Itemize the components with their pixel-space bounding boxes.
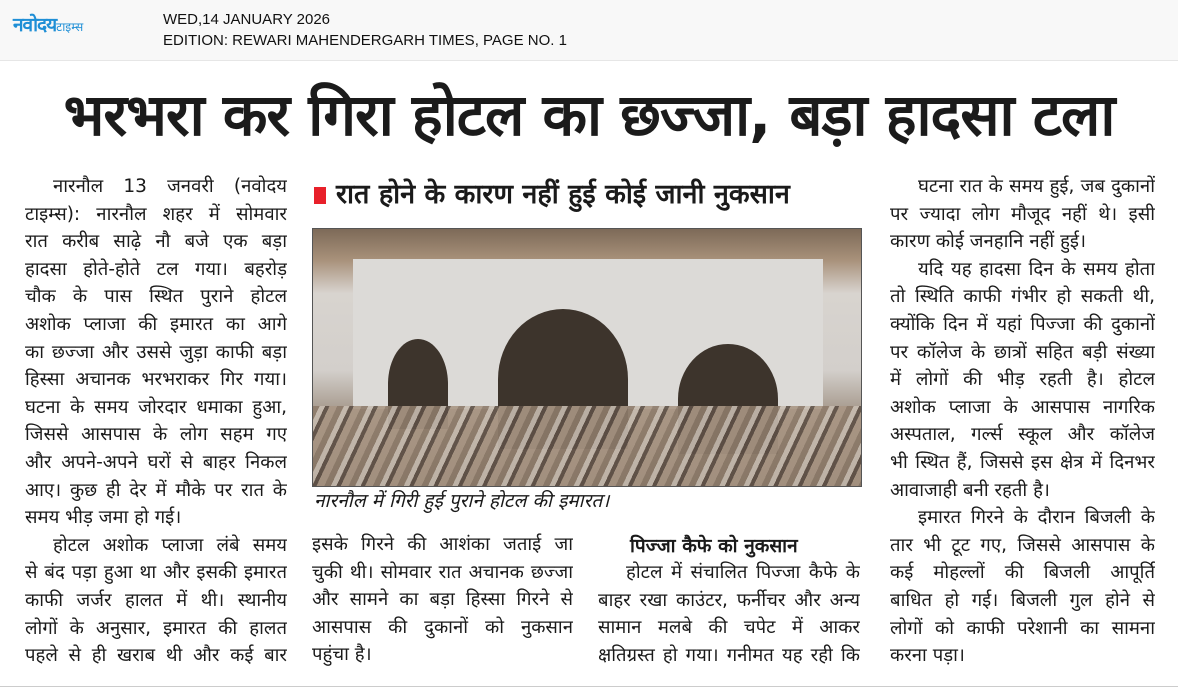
paragraph-line: में लोगों की भीड़ रहती है। होटल [890,369,1155,391]
paragraph-line: बाधित हो गई। बिजली गुल होने से [890,589,1155,611]
headline: भरभरा कर गिरा होटल का छज्जा, बड़ा हादसा टला [63,81,1115,149]
paragraph-line: कारण कोई जनहानि नहीं हुई। [890,231,1087,253]
subheadline [314,175,790,215]
paragraph-line: का छज्जा और उससे जुड़ा काफी बड़ा [25,341,287,363]
bottom-divider [0,686,1178,687]
edition-header [0,0,1178,61]
paragraph-line: नारनौल 13 जनवरी (नवोदय [53,176,287,197]
paragraph-line: घटना रात के समय हुई, जब दुकानों [918,176,1155,197]
paragraph-line: आसपास की दुकानों को नुकसान [312,616,573,638]
paragraph-line: टाइम्स): नारनौल शहर में सोमवार [25,203,287,225]
paragraph-line: लोगों को काफी परेशानी का सामना [890,617,1155,639]
paragraph-line: हादसा होते-होते टल गया। बहरोड़ [25,258,287,280]
paragraph-line: पहुंचा है। [312,644,372,666]
article-photo [312,228,862,487]
paragraph-line: इमारत गिरने के दौरान बिजली के [918,507,1155,529]
paragraph-line: चौक के पास स्थित पुराने होटल [25,286,287,308]
paragraph-line: सामान मलबे की चपेट में आकर [598,617,860,639]
edition-date: WED,14 JANUARY 2026 [163,11,331,28]
paragraph-line: हिस्सा अचानक भरभराकर गिर गया। [25,369,287,391]
edition-info: EDITION: REWARI MAHENDERGARH TIMES, PAGE NO. 1 [163,32,567,49]
paragraph-line: आए। कुछ ही देर में मौके पर रात के [25,479,287,501]
article-column-4 [890,173,1155,670]
paragraph-line: होटल अशोक प्लाजा लंबे समय [53,534,287,556]
paragraph-line: कई मोहल्लों की बिजली आपूर्ति [890,562,1155,584]
paragraph-line: से बंद पड़ा हुआ था और इसकी इमारत [25,562,287,584]
article-column-1 [25,173,287,670]
subheadline-text: रात होने के कारण नहीं हुई कोई जानी नुकसान [336,179,790,210]
article-column-2 [312,531,573,669]
paragraph-line: क्षतिग्रस्त हो गया। गनीमत यह रही कि [598,644,860,666]
paragraph-line: चुकी थी। सोमवार रात अचानक छज्जा [312,561,573,583]
section-heading-pizza: पिज्जा कैफे को नुकसान [630,535,798,557]
bullet-icon [314,187,326,204]
edition-meta [163,9,567,51]
paragraph-line: जिससे आसपास के लोग सहम गए [25,424,287,446]
paragraph-line: और अपने-अपने घरों से बाहर निकल [25,451,287,473]
paragraph-line: समय भीड़ जमा हो गई। [25,507,182,529]
paragraph-line: पर ज्यादा लोग मौजूद नहीं थे। इसी [890,203,1155,225]
paragraph-line: रात करीब साढ़े नौ बजे एक बड़ा [25,231,287,253]
paragraph-line: यदि यह हादसा दिन के समय होता [918,258,1155,280]
paragraph-line: काफी जर्जर हालत में थी। स्थानीय [25,589,287,611]
paragraph-line: भी स्थित हैं, जिससे इस क्षेत्र में दिनभर [890,451,1155,473]
paragraph-line: होटल में संचालित पिज्जा कैफे के [626,562,860,583]
paragraph-line: क्योंकि दिन में यहां पिज्जा की दुकानों [890,313,1155,335]
paragraph-line: घटना के समय जोरदार धमाका हुआ, [25,396,287,418]
paragraph-line: अशोक प्लाजा के आसपास नागरिक [890,396,1155,418]
paragraph-line: और सामने का बड़ा हिस्सा गिरने से [312,589,573,611]
paragraph-line: पहले से ही खराब थी और कई बार [25,645,287,667]
newspaper-logo [13,11,83,37]
paragraph-line: पर कॉलेज के छात्रों सहित बड़ी संख्या [890,341,1155,363]
paragraph-line: तो स्थिति काफी गंभीर हो सकती थी, [890,286,1155,308]
paragraph-line: करना पड़ा। [890,645,965,667]
paragraph-line: इसके गिरने की आशंका जताई जा [312,534,573,555]
paragraph-line: आवाजाही बनी रहती है। [890,479,1050,501]
photo-rubble [313,406,861,486]
logo-sub: टाइम्स [56,20,84,34]
photo-caption: नारनौल में गिरी हुई पुराने होटल की इमारत। [314,490,610,512]
paragraph-line: बाहर रखा काउंटर, फर्नीचर और अन्य [598,589,860,611]
paragraph-line: तार भी टूट गए, जिससे आसपास के [890,534,1155,556]
article-column-3 [598,559,860,669]
paragraph-line: अशोक प्लाजा की इमारत का आगे [25,313,287,335]
logo-main: नवोदय [13,14,57,36]
paragraph-line: अस्पताल, गर्ल्स स्कूल और कॉलेज [890,424,1155,446]
paragraph-line: लोगों के अनुसार, इमारत की हालत [25,617,287,639]
